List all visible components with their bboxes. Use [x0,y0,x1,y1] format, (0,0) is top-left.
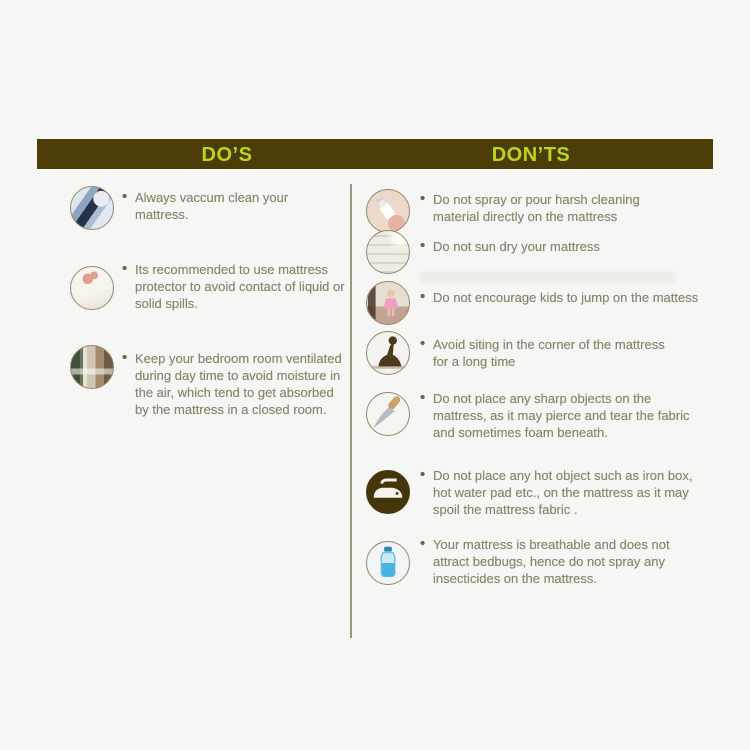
mattress-protector-icon [70,266,114,310]
bullet: • [420,534,426,552]
bullet: • [122,187,128,205]
hot-iron-icon [366,470,410,514]
bullet: • [420,287,426,305]
sharp-knife-icon [366,392,410,436]
dont-item-text: • Do not place any hot object such as iron box, hot water pad etc., on the mattress as it may spoil the mattress fabric . [420,465,693,517]
do-item-text: • Keep your bedroom room ventilated during day time to avoid moisture in the air, which tend to get absorbed by the mattress in a closed room. [122,348,342,417]
sun-dry-mattress-icon [366,230,410,274]
dont-item-text: • Do not spray or pour harsh cleaning material directly on the mattress [420,189,640,224]
bullet: • [420,334,426,352]
header-bar [37,139,713,169]
bullet: • [420,236,426,254]
dont-item-text: • Avoid siting in the corner of the mattress for a long time [420,334,665,369]
vacuum-mattress-icon [70,186,114,230]
dos-title: DO’S [201,144,253,166]
do-item-text: • Its recommended to use mattress protector to avoid contact of liquid or solid spills. [122,259,345,311]
donts-title: DON’TS [491,144,571,166]
do-item-text: • Always vaccum clean your mattress. [122,187,289,222]
dont-item-text: • Do not sun dry your mattress [420,236,600,254]
dont-item-text: • Do not encourage kids to jump on the mattess [420,287,699,305]
dont-item-text: • Do not place any sharp objects on the mattress, as it may pierce and tear the fabric and sometimes foam beneath. [420,388,690,440]
bullet: • [420,189,426,207]
spray-cleaning-icon [366,189,410,233]
dont-item-text: • Your mattress is breathable and does not attract bedbugs, hence do not spray any insecticides on the mattress. [420,534,670,586]
column-divider [350,184,352,638]
kid-jumping-icon [366,281,410,325]
bullet: • [122,259,128,277]
ventilated-bedroom-icon [70,345,114,389]
bullet: • [122,348,128,366]
faded-text-smudge [420,271,675,283]
sitting-on-corner-icon [366,331,410,375]
bullet: • [420,465,426,483]
insecticide-bottle-icon [366,541,410,585]
bullet: • [420,388,426,406]
